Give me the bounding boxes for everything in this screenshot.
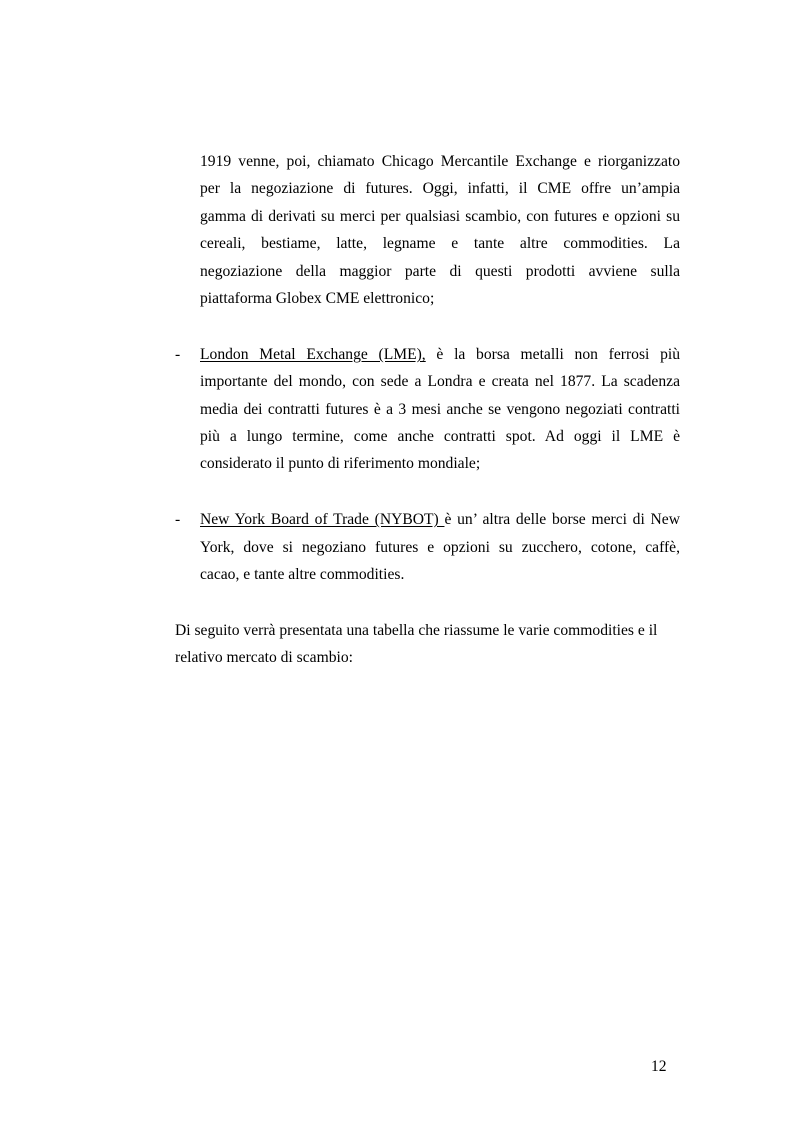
list-item-text: è un’ altra delle borse merci di New — [444, 511, 680, 528]
list-item-text: è la borsa metalli non ferrosi più — [425, 346, 680, 363]
paragraph-line: 1919 venne, poi, chiamato Chicago Mercantile Exchange e riorganizzato — [200, 153, 680, 170]
lme-link[interactable]: London Metal Exchange (LME), — [200, 346, 426, 363]
list-item-first-line — [200, 511, 680, 529]
paragraph-line: considerato il punto di riferimento mondiale; — [200, 455, 481, 472]
paragraph-line: cereali, bestiame, latte, legname e tante altre commodities. La — [200, 235, 680, 252]
paragraph-line: negoziazione della maggior parte di questi prodotti avviene sulla — [200, 263, 680, 280]
paragraph-line: media dei contratti futures è a 3 mesi anche se vengono negoziati contratti — [200, 401, 680, 418]
paragraph-line: Di seguito verrà presentata una tabella che riassume le varie commodities e il — [175, 622, 658, 639]
paragraph-line: importante del mondo, con sede a Londra e creata nel 1877. La scadenza — [200, 373, 680, 390]
paragraph-line: più a lungo termine, come anche contratti spot. Ad oggi il LME è — [200, 428, 680, 445]
paragraph-line: cacao, e tante altre commodities. — [200, 566, 405, 583]
list-dash: - — [175, 346, 181, 363]
paragraph-line: relativo mercato di scambio: — [175, 649, 353, 666]
list-item-first-line — [200, 346, 680, 364]
page-number: 12 — [651, 1058, 667, 1075]
list-dash: - — [175, 511, 181, 528]
nybot-link[interactable]: New York Board of Trade (NYBOT) — [200, 511, 445, 528]
paragraph-line: per la negoziazione di futures. Oggi, infatti, il CME offre un’ampia — [200, 180, 680, 197]
paragraph-line: gamma di derivati su merci per qualsiasi scambio, con futures e opzioni su — [200, 208, 680, 225]
paragraph-line: piattaforma Globex CME elettronico; — [200, 290, 435, 307]
paragraph-line: York, dove si negoziano futures e opzioni su zucchero, cotone, caffè, — [200, 539, 680, 556]
